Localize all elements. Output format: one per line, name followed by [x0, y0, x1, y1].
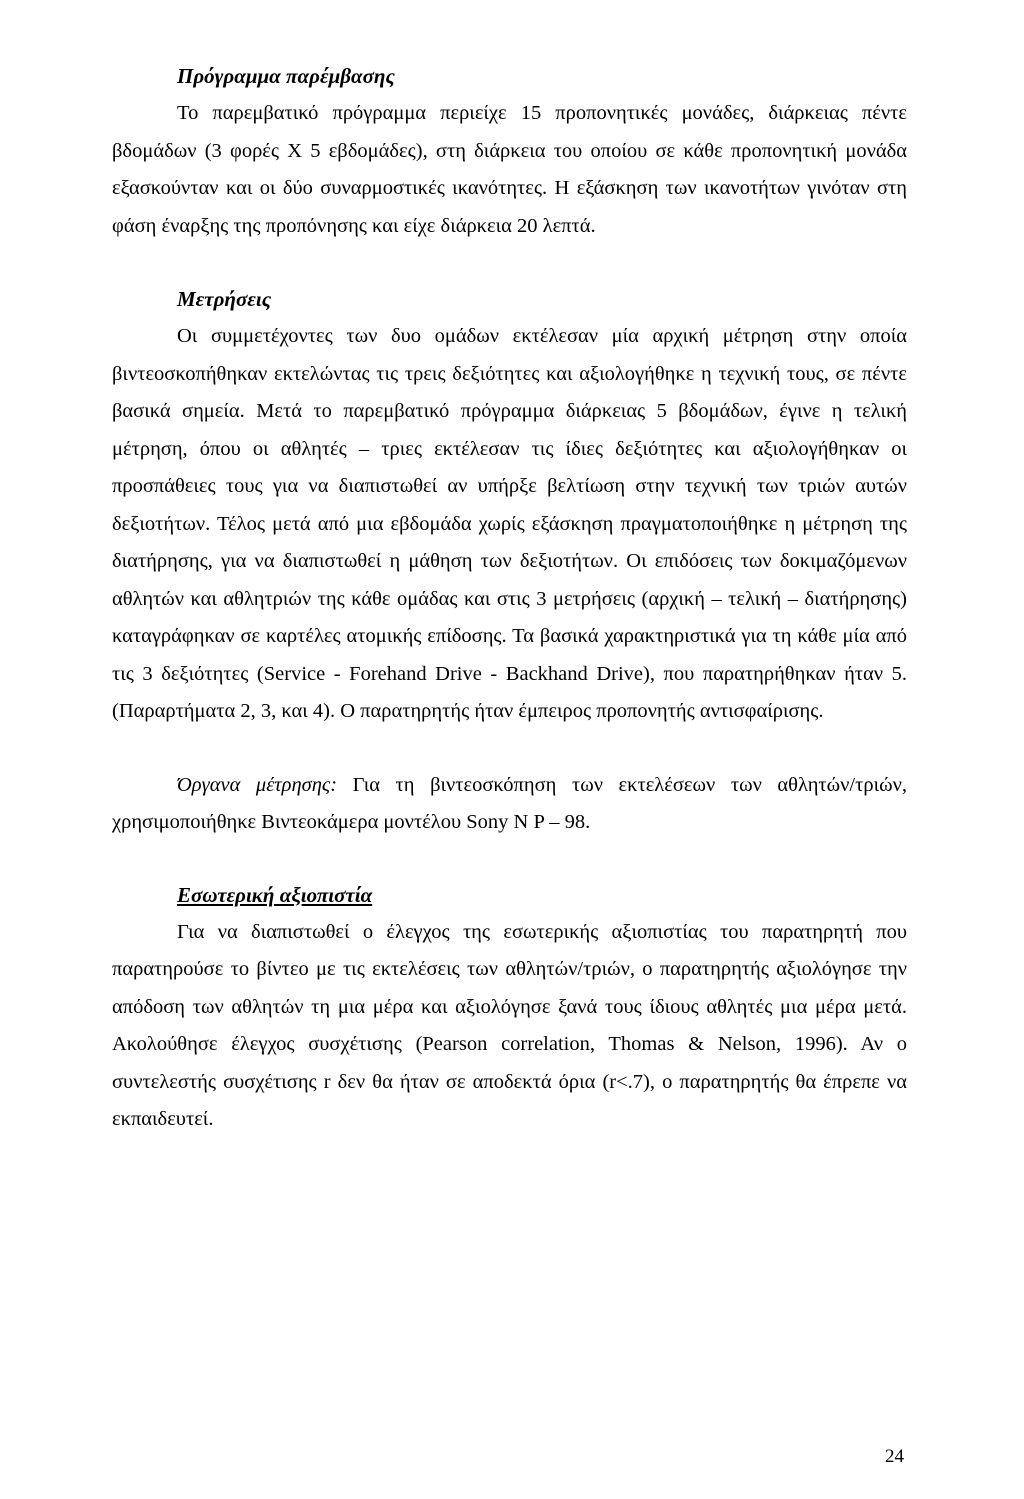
- spacer: [112, 731, 907, 767]
- spacer: [112, 842, 907, 877]
- paragraph-instruments-text: Για τη βιντεοσκόπηση των εκτελέσεων των αθλητών/τριών, χρησιμοποιήθηκε Βιντεοκάμερα μοντέλου Sony N P – 98.: [112, 773, 907, 833]
- paragraph-measurements: [112, 318, 907, 731]
- paragraph-reliability-text: Για να διαπιστωθεί ο έλεγχος της εσωτερικής αξιοπιστίας του παρατηρητή που παρατηρούσε το βίντεο με τις εκτελέσεις των αθλητών/τριών, ο παρατηρητής αξιολόγησε την απόδοση των αθλητών τη μια μέρα και αξιολόγησε ξανά τους ίδιους αθλητές μια μέρα μετά. Ακολούθησε έλεγχος συσχέτισης (Pearson correlation, Thomas & Nelson, 1996). Αν ο συντελεστής συσχέτισης r δεν θα ήταν σε αποδεκτά όρια (r<.7), ο παρατηρητής θα έπρεπε να εκπαιδευτεί.: [112, 920, 907, 1130]
- section-title-reliability: Εσωτερική αξιοπιστία: [177, 882, 373, 907]
- paragraph-intervention-text: Το παρεμβατικό πρόγραμμα περιείχε 15 προπονητικές μονάδες, διάρκειας πέντε βδομάδων (3 φορές Χ 5 εβδομάδες), στη διάρκεια του οποίου σε κάθε προπονητική μονάδα εξασκούνταν και οι δύο συναρμοστικές ικανότητες. Η εξάσκηση των ικανοτήτων γινόταν στη φάση έναρξης της προπόνησης και είχε διάρκεια 20 λεπτά.: [112, 102, 907, 237]
- section-title-intervention: Πρόγραμμα παρέμβασης: [177, 64, 395, 88]
- paragraph-intervention: [112, 95, 907, 245]
- document-page: [112, 58, 907, 1139]
- instruments-label: Όργανα μέτρησης:: [177, 773, 338, 796]
- section-title-measurements: Μετρήσεις: [177, 287, 272, 311]
- paragraph-instruments: [112, 767, 907, 842]
- page-number: 24: [885, 1446, 904, 1467]
- paragraph-reliability: [112, 914, 907, 1139]
- spacer: [112, 245, 907, 281]
- paragraph-measurements-text: Οι συμμετέχοντες των δυο ομάδων εκτέλεσαν μία αρχική μέτρηση στην οποία βιντεοσκοπήθηκαν εκτελώντας τις τρεις δεξιότητες και αξιολογήθηκε η τεχνική τους, σε πέντε βασικά σημεία. Μετά το παρεμβατικό πρόγραμμα διάρκειας 5 βδομάδων, έγινε η τελική μέτρηση, όπου οι αθλητές – τριες εκτέλεσαν τις ίδιες δεξιότητες και αξιολογήθηκαν οι προσπάθειες τους για να διαπιστωθεί αν υπήρξε βελτίωση στην τεχνική των τριών αυτών δεξιοτήτων. Τέλος μετά από μια εβδομάδα χωρίς εξάσκηση πραγματοποιήθηκε η μέτρηση της διατήρησης, για να διαπιστωθεί η μάθηση των δεξιοτήτων. Οι επιδόσεις των δοκιμαζόμενων αθλητών και αθλητριών της κάθε ομάδας και στις 3 μετρήσεις (αρχική – τελική – διατήρησης) καταγράφηκαν σε καρτέλες ατομικής επίδοσης. Τα βασικά χαρακτηριστικά για τη κάθε μία από τις 3 δεξιότητες (Service - Forehand Drive - Backhand Drive), που παρατηρήθηκαν ήταν 5. (Παραρτήματα 2, 3, και 4). Ο παρατηρητής ήταν έμπειρος προπονητής αντισφαίρισης.: [112, 325, 907, 722]
